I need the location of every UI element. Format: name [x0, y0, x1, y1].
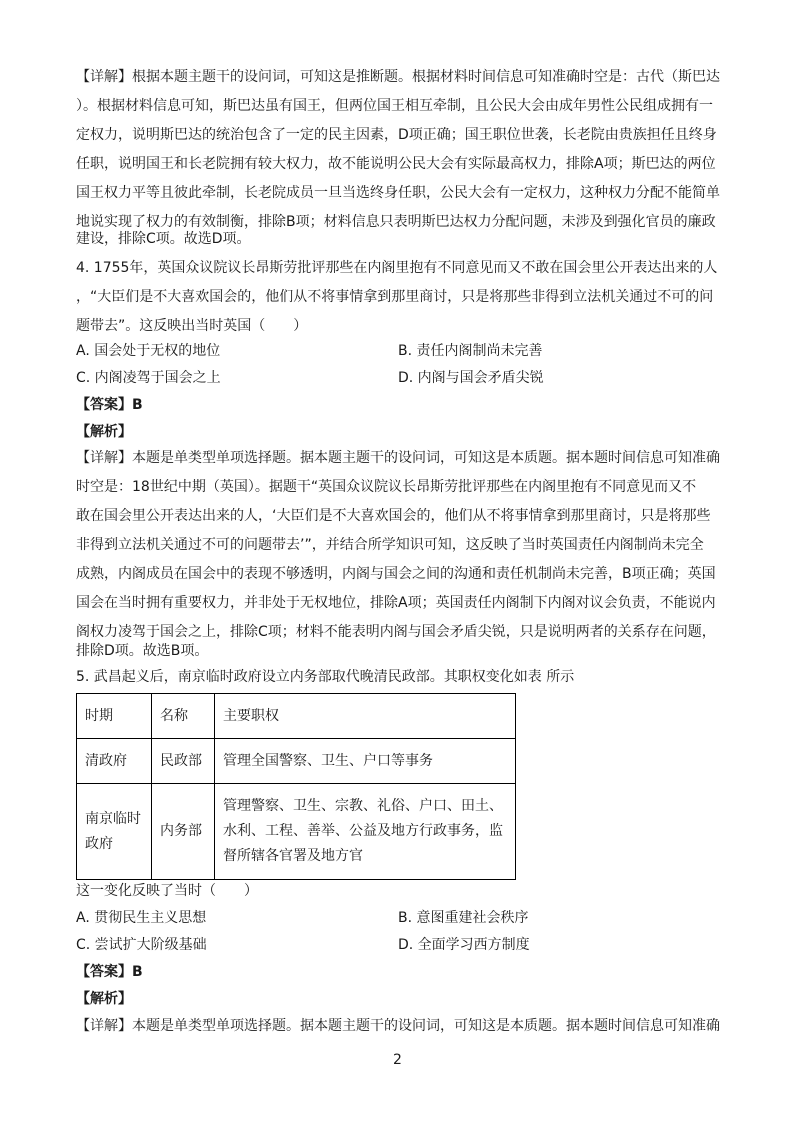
table-cell-duties [215, 784, 516, 880]
table-cell-period [77, 784, 152, 880]
q4-option-c: C. 内阁凌驾于国会之上 [76, 370, 221, 386]
table-row [77, 739, 516, 784]
explanation-line: 【详解】根据本题主题干的设问词，可知这是推断题。根据材料时间信息可知准确时空是：古代（斯巴达 [76, 69, 720, 85]
q4-answer: 【答案】B [76, 397, 143, 413]
q5-stem: 5. 武昌起义后，南京临时政府设立内务部取代晚清民政部。其职权变化如表 所示 [76, 669, 575, 685]
explanation-line: ）。根据材料信息可知，斯巴达虽有国王，但两位国王相互牵制，且公民大会由成年男性公民组成拥有一 [76, 98, 713, 114]
q5-answer: 【答案】B [76, 964, 143, 980]
q5-option-b: B. 意图重建社会秩序 [398, 910, 529, 926]
q4-detail-line: 排除D项。故选B项。 [76, 643, 209, 659]
table-cell-period-line: 政府 [85, 835, 113, 852]
table-header-period: 时期 [77, 694, 152, 739]
q4-stem-line: 题带去”。这反映出当时英国（ ） [76, 318, 308, 334]
q5-duties-table [76, 693, 516, 880]
q4-stem-line: 4. 1755年，英国众议院议长昂斯劳批评那些在内阁里抱有不同意见而又不敢在国会里公开表达出来的人 [76, 260, 718, 276]
q4-detail-line: 非得到立法机关通过不可的问题带去’”，并结合所学知识可知，这反映了当时英国责任内阁制尚未完全 [76, 537, 704, 553]
page-number: 2 [393, 1052, 402, 1068]
table-cell-name: 民政部 [152, 739, 215, 784]
table-header-name: 名称 [152, 694, 215, 739]
q4-detail-line: 国会在当时拥有重要权力，并非处于无权地位，排除A项；英国责任内阁制下内阁对议会负责，不能说内 [76, 595, 716, 611]
table-cell-duties-line: 督所辖各官署及地方官 [223, 848, 363, 864]
q4-stem-line: ，“大臣们是不大喜欢国会的，他们从不将事情拿到那里商讨，只是将那些非得到立法机关通过不可的问 [76, 289, 714, 305]
q4-detail-line: 【详解】本题是单类型单项选择题。据本题主题干的设问词，可知这是本质题。据本题时间信息可知准确 [76, 450, 720, 466]
q4-detail-line: 阁权力凌驾于国会之上，排除C项；材料不能表明内阁与国会矛盾尖锐，只是说明两者的关系存在问题， [76, 624, 716, 640]
q5-option-d: D. 全面学习西方制度 [398, 937, 530, 953]
q4-option-b: B. 责任内阁制尚未完善 [398, 343, 543, 359]
table-cell-duties-line: 管理警察、卫生、宗教、礼俗、户口、田土、 [223, 798, 503, 814]
q4-analysis-heading: 【解析】 [76, 424, 132, 440]
q4-option-d: D. 内阁与国会矛盾尖锐 [398, 370, 544, 386]
q4-detail-line: 敢在国会里公开表达出来的人，‘大臣们是不大喜欢国会的，他们从不将事情拿到那里商讨，只是将那些 [76, 508, 711, 524]
explanation-line: 地说实现了权力的有效制衡，排除B项；材料信息只表明斯巴达权力分配问题，未涉及到强化官员的廉政 [76, 214, 716, 230]
explanation-line: 任职，说明国王和长老院拥有较大权力，故不能说明公民大会有实际最高权力，排除A项；斯巴达的两位 [76, 156, 716, 172]
q5-option-c: C. 尝试扩大阶级基础 [76, 937, 207, 953]
explanation-line: 建设，排除C项。故选D项。 [76, 231, 251, 247]
table-cell-duties: 管理全国警察、卫生、户口等事务 [215, 739, 516, 784]
q4-detail-line: 成熟，内阁成员在国会中的表现不够透明，内阁与国会之间的沟通和责任机制尚未完善，B项正确；英国 [76, 566, 716, 582]
explanation-line: 国王权力平等且彼此牵制，长老院成员一旦当选终身任职，公民大会有一定权力，这种权力分配不能简单 [76, 185, 720, 201]
table-cell-period-line: 南京临时 [85, 810, 141, 827]
table-header-row [77, 694, 516, 739]
table-row [77, 784, 516, 880]
table-cell-duties-line: 水利、工程、善举、公益及地方行政事务，监 [223, 823, 503, 839]
q5-detail-line: 【详解】本题是单类型单项选择题。据本题主题干的设问词，可知这是本质题。据本题时间信息可知准确 [76, 1018, 720, 1034]
table-cell-name: 内务部 [152, 784, 215, 880]
explanation-line: 定权力，说明斯巴达的统治包含了一定的民主因素，D项正确；国王职位世袭，长老院由贵族担任且终身 [76, 127, 717, 143]
q5-analysis-heading: 【解析】 [76, 991, 132, 1007]
table-cell-period: 清政府 [77, 739, 152, 784]
table-header-duties: 主要职权 [215, 694, 516, 739]
q5-option-a: A. 贯彻民生主义思想 [76, 910, 207, 926]
q4-option-a: A. 国会处于无权的地位 [76, 343, 221, 359]
q5-question: 这一变化反映了当时（ ） [76, 883, 258, 899]
q4-detail-line: 时空是：18世纪中期（英国）。据题干“英国众议院议长昂斯劳批评那些在内阁里抱有不同意见而又不 [76, 479, 697, 495]
